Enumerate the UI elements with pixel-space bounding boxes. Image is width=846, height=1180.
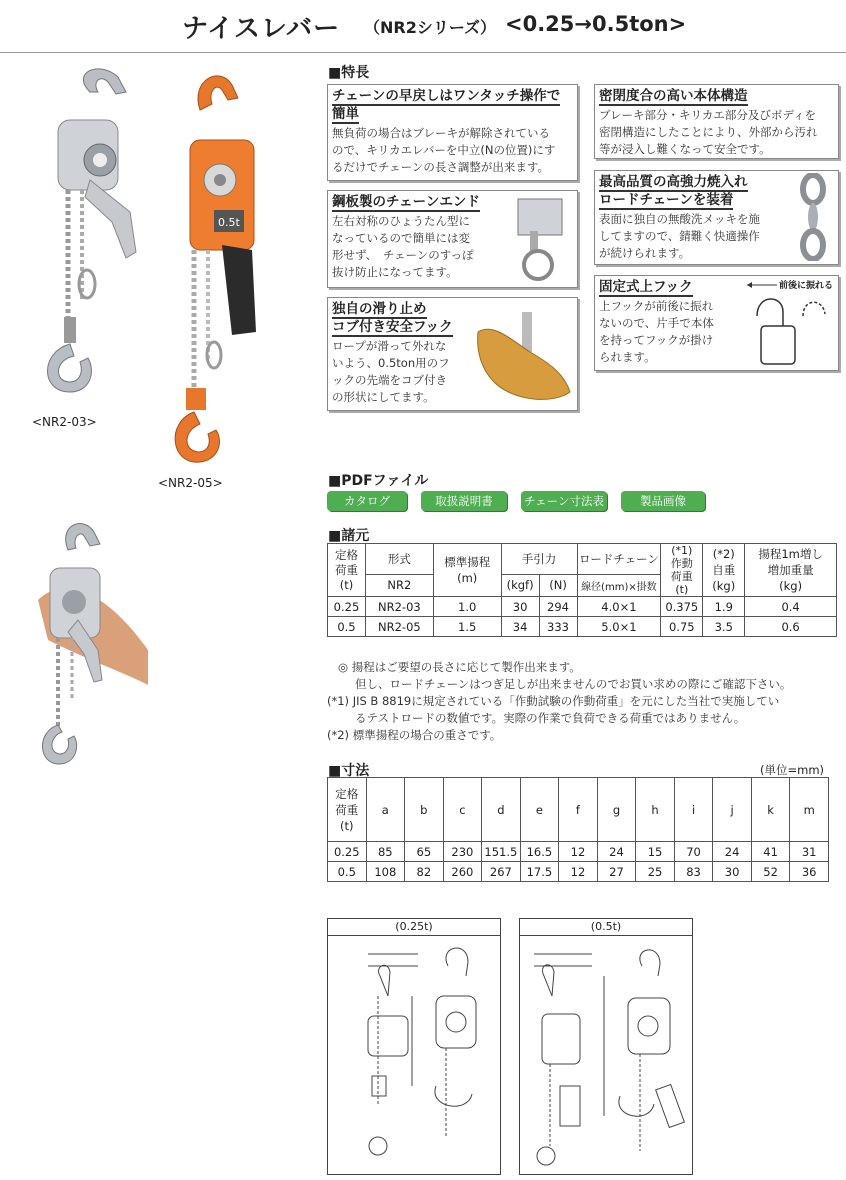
feature-safety-hook (327, 297, 578, 411)
table-row: 0.5 108 82 260 267 17.5 12 27 25 83 30 52 36 (328, 862, 829, 882)
spec-note: るテストロードの数値です。実際の作業で負荷できる荷重ではありません。 (355, 711, 746, 725)
weight-header: (*2) 自重 (kg) (703, 544, 745, 597)
product-image-button[interactable]: 製品画像 (621, 491, 705, 511)
page-title: ナイスレバー (182, 14, 341, 44)
dims-unit: (単位=mm) (760, 763, 825, 777)
drawing-05t (519, 918, 693, 1175)
chain-end-illustration (508, 195, 572, 283)
model-sub-header: NR2 (365, 574, 433, 596)
feature-text-line: 無負荷の場合はブレーキが解除されている (332, 126, 551, 140)
hook-tip-illustration (474, 312, 574, 408)
chain-dimensions-button[interactable]: チェーン寸法表 (521, 491, 607, 511)
nr2-03-label: <NR2-03> (32, 415, 97, 429)
drawing-05t-lines (520, 936, 692, 1172)
feature-text-line: 上フックが前後に振れ (599, 299, 714, 313)
feature-text-line: 表面に独自の無酸洗メッキを施 (599, 212, 760, 226)
capacity-header: 定格 荷重 (t) (328, 544, 366, 597)
spec-note: ◎ 揚程はご要望の長さに応じて製作出来ます。 (338, 660, 581, 674)
feature-title: 最高品質の高強力焼入れ (599, 174, 748, 190)
feature-text-line: を持ってフックが掛け (599, 333, 714, 347)
capacity-plate-text: 0.5t (218, 216, 240, 229)
feature-text-line: ックの先端をコブ付き (332, 373, 447, 387)
feature-text-line: られます。 (599, 350, 656, 364)
feature-title-2: 簡単 (332, 106, 359, 122)
page-capacity-range: <0.25→0.5ton> (505, 12, 687, 36)
catalog-button[interactable]: カタログ (327, 491, 407, 511)
feature-text-line: ブレーキ部分・キリカエ部分及びボディを (599, 108, 817, 122)
feature-title: チェーンの早戻しはワンタッチ操作で (332, 88, 561, 104)
specs-table (327, 543, 837, 637)
pdf-heading: ■PDFファイル (328, 473, 429, 489)
drawing-caption: (0.5t) (520, 919, 692, 936)
nr2-05-photo (160, 70, 270, 470)
feature-text-line: 等が浸入し難くなって安全です。 (599, 142, 771, 156)
feature-text-line: ロープが滑って外れな (332, 339, 447, 353)
drawing-caption: (0.25t) (328, 919, 500, 936)
pull-header: 手引力 (501, 544, 577, 575)
feature-text-line: 密閉構造にしたことにより、外部から汚れ (599, 125, 818, 139)
feature-text-line: が続けられます。 (599, 246, 691, 260)
nr2-05-label: <NR2-05> (158, 476, 223, 490)
feature-title: 固定式上フック (599, 279, 693, 295)
features-heading: ■特長 (328, 65, 370, 81)
hook-swing-diagram (743, 276, 837, 368)
feature-text-line: ないので、片手で本体 (599, 316, 714, 330)
feature-title: 鋼板製のチェーンエンド (332, 194, 480, 210)
chain-closeup-illustration (791, 173, 835, 261)
dimensions-table: 定格 荷重 (t) a b c d e f g h i j k m 0.25 85 65 230 151.5 16.5 12 24 15 70 24 41 31 0.5 108 82 260 267 17.5 12 27 25 83 30 52 36 (327, 777, 829, 882)
feature-text-line: なっているので簡単には変 (332, 231, 470, 245)
feature-text-line: いよう、0.5ton用のフ (332, 356, 450, 370)
feature-text-line: ので、キリカエレバーを中立(Nの位置)にす (332, 143, 556, 157)
lift-header: 標準揚程 (m) (433, 544, 501, 597)
drawing-025t-lines (328, 936, 500, 1172)
feature-fixed-hook (594, 275, 839, 371)
spec-note: (*2) 標準揚程の場合の重さです。 (327, 728, 502, 742)
title-bar (0, 0, 846, 53)
table-row: 0.25 85 65 230 151.5 16.5 12 24 15 70 24 41 31 (328, 842, 829, 862)
specs-heading: ■諸元 (328, 528, 370, 544)
feature-text-line: るだけでチェーンの長さ調整が出来ます。 (332, 160, 550, 174)
chain-sub-header: 線径(mm)×掛数 (577, 574, 661, 596)
extra-weight-header: 揚程1m増し 増加重量 (kg) (745, 544, 837, 597)
feature-title-2: ロードチェーンを装着 (599, 192, 734, 208)
page-series: （NR2シリーズ） (364, 18, 497, 37)
nr2-03-photo (30, 62, 150, 402)
dims-capacity-header: 定格 荷重 (t) (328, 778, 367, 842)
feature-title-2: コブ付き安全フック (332, 319, 453, 335)
dims-heading: ■寸法 (328, 763, 370, 779)
feature-text-line: 形せず、 チェーンのすっぽ (332, 248, 474, 262)
feature-load-chain (594, 170, 839, 265)
spec-note: (*1) JIS B 8819に規定されている「作動試験の作動荷重」を元にした当社で実施してい (327, 694, 780, 708)
feature-text-line: 抜け防止になってます。 (332, 265, 458, 279)
model-header: 形式 (365, 544, 433, 575)
proof-load-header: (*1) 作動 荷重 (t) (661, 544, 703, 597)
drawing-025t (327, 918, 501, 1175)
feature-sealed-body (594, 84, 839, 159)
hand-use-photo (28, 520, 148, 770)
feature-quick-return (327, 84, 578, 181)
feature-title: 密閉度合の高い本体構造 (599, 88, 748, 104)
swing-label: 前後に振れる (779, 281, 834, 291)
feature-title: 独自の滑り止め (332, 301, 427, 317)
chain-header: ロードチェーン (577, 544, 661, 575)
feature-text-line: の形状にしてます。 (332, 390, 435, 404)
table-row: 0.25 NR2-03 1.0 30 294 4.0×1 0.375 1.9 0.4 (328, 597, 837, 617)
table-row: 0.5 NR2-05 1.5 34 333 5.0×1 0.75 3.5 0.6 (328, 617, 837, 637)
pull-kgf-header: (kgf) (501, 574, 539, 596)
pull-n-header: (N) (539, 574, 577, 596)
feature-chain-end (327, 190, 578, 288)
spec-note: 但し、ロードチェーンはつぎ足しが出来ませんのでお買い求めの際にご確認下さい。 (355, 677, 792, 691)
feature-text-line: 左右対称のひょうたん型に (332, 214, 470, 228)
manual-button[interactable]: 取扱説明書 (421, 491, 507, 511)
feature-text-line: してますので、錆難く快適操作 (599, 229, 760, 243)
